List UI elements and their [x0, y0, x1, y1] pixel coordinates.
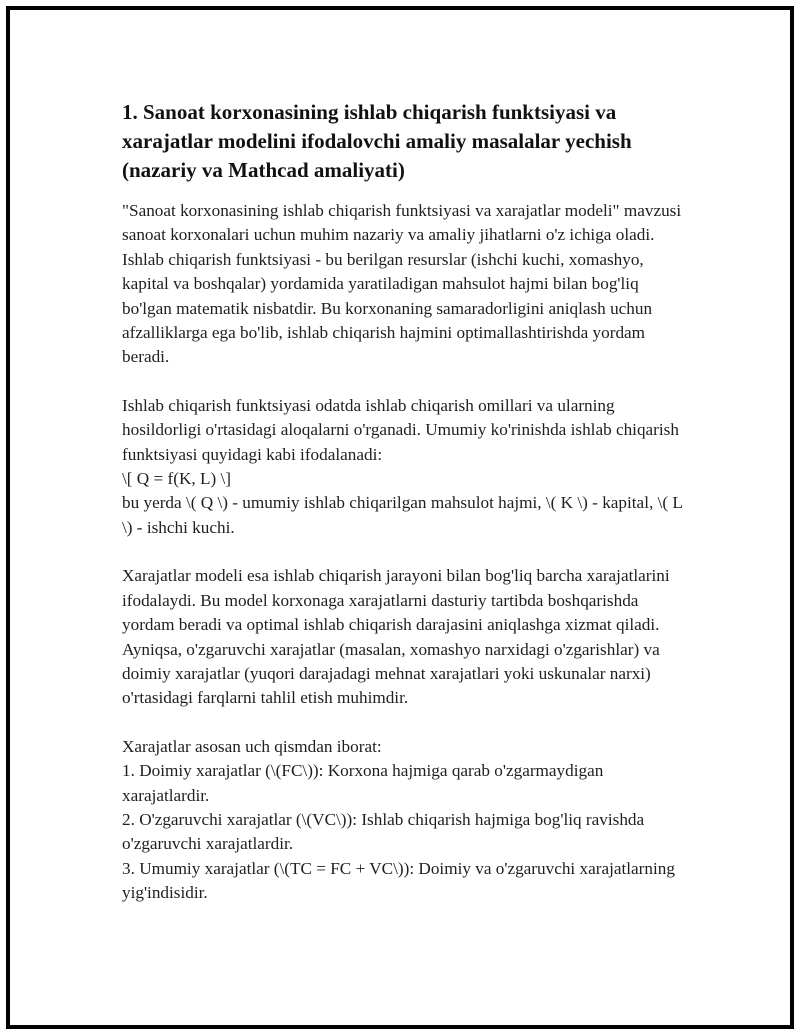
paragraph-cost-types — [122, 735, 692, 906]
paragraph-line: "Sanoat korxonasining ishlab chiqarish funktsiyasi va xarajatlar modeli" mavzusi sanoat korxonalari uchun muhim nazariy va amaliy jihatlarni o'z ichiga oladi. Ishlab chiqarish funktsiyasi - bu berilgan resurslar (ishchi kuchi, xomashyo, kapital va boshqalar) yordamida yaratiladigan mahsulot hajmi bilan bog'liq bo'lgan matematik nisbatdir. Bu korxonaning samaradorligini aniqlash uchun afzalliklarga ega bo'lib, ishlab chiqarish hajmini optimallashtirishda yordam beradi. — [122, 201, 682, 367]
paragraph-line: Ishlab chiqarish funktsiyasi odatda ishlab chiqarish omillari va ularning hosildorligi o'rtasidagi aloqalarni o'rganadi. Umumiy ko'rinishda ishlab chiqarish funktsiyasi quyidagi kabi ifodalanadi: — [122, 395, 679, 464]
list-item: 3. Umumiy xarajatlar (\(TC = FC + VC\)): Doimiy va o'zgaruvchi xarajatlarning yig'indisidir. — [122, 858, 675, 903]
paragraph-line: Xarajatlar modeli esa ishlab chiqarish jarayoni bilan bog'liq barcha xarajatlarini ifodalaydi. Bu model korxonaga xarajatlarni dasturiy tartibda boshqarishda yordam beradi va optimal ishlab chiqarish darajasini aniqlashga xizmat qiladi. Ayniqsa, o'zgaruvchi xarajatlar (masalan, xomashyo narxidagi o'zgarishlar) va doimiy xarajatlar (yuqori darajadagi mehnat xarajatlari yoki uskunalar narxi) o'rtasidagi farqlarni tahlil etish muhimdir. — [122, 566, 670, 708]
page-frame — [6, 6, 794, 1029]
list-item: 1. Doimiy xarajatlar (\(FC\)): Korxona hajmiga qarab o'zgarmaydigan xarajatlardir. — [122, 761, 604, 805]
paragraph-line: bu yerda \( Q \) - umumiy ishlab chiqarilgan mahsulot hajmi, \( K \) - kapital, \( L \) - ishchi kuchi. — [122, 493, 683, 537]
paragraph-cost-model — [122, 564, 692, 710]
formula-line: \[ Q = f(K, L) \] — [122, 469, 231, 489]
paragraph-intro — [122, 199, 692, 370]
document-body — [122, 98, 692, 930]
paragraph-production-function — [122, 394, 692, 540]
list-item: 2. O'zgaruvchi xarajatlar (\(VC\)): Ishlab chiqarish hajmiga bog'liq ravishda o'zgaruvchi xarajatlardir. — [122, 809, 645, 854]
paragraph-line: Xarajatlar asosan uch qismdan iborat: — [122, 736, 382, 756]
document-title: 1. Sanoat korxonasining ishlab chiqarish funktsiyasi va xarajatlar modelini ifodalovchi amaliy masalalar yechish (nazariy va Mathcad amaliyati) — [122, 100, 632, 182]
